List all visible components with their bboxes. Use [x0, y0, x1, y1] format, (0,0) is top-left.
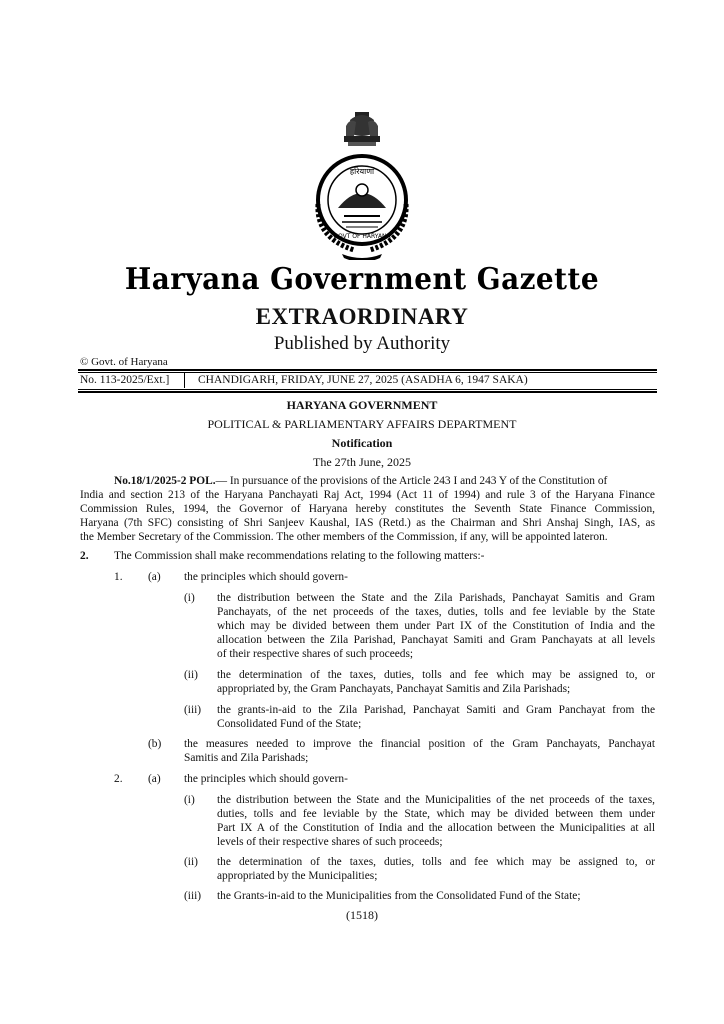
item-2a-iii-label: (iii)	[184, 890, 202, 902]
item-2-number: 2.	[114, 773, 123, 785]
dateline: CHANDIGARH, FRIDAY, JUNE 27, 2025 (ASADHA 6, 1947 SAKA)	[198, 374, 528, 386]
item-1b-line-1: the measures needed to improve the financial position of the Gram Panchayats, Panchayat	[184, 738, 655, 750]
notification-date: The 27th June, 2025	[313, 455, 411, 469]
header-rule-bottom	[78, 391, 657, 393]
department-heading: POLITICAL & PARLIAMENTARY AFFAIRS DEPARTMENT	[207, 417, 517, 431]
item-1a-text: the principles which should govern-	[184, 571, 348, 583]
header-rule-bottom-thin	[78, 389, 657, 390]
item-1a-i-line-2: Panchayats, of the net proceeds of the taxes, duties, tolls and fee leviable by the State	[217, 606, 655, 618]
emblem-text-bottom: GOVT OF HARYANA	[333, 233, 391, 240]
item-1a-i-line-5: of their respective shares of such proceeds;	[217, 648, 414, 660]
item-1a-i-line-3: which may be divided between them under Part IX of the Constitution of India and the	[217, 620, 655, 632]
item-2a-i-line-3: Part IX A of the Constitution of India and the allocation between the Municipalities at all	[217, 822, 655, 834]
page-number: (1518)	[346, 908, 378, 922]
government-heading: HARYANA GOVERNMENT	[286, 398, 438, 412]
haryana-emblem-icon	[300, 108, 424, 260]
intro-line-3: Commission Rules, 1994, the Governor of Haryana hereby constitutes the Seventh State Finance Commission,	[80, 503, 655, 515]
item-1b-label: (b)	[148, 738, 162, 750]
item-1a-iii-line-2: Consolidated Fund of the State;	[217, 718, 362, 730]
item-1a-ii-line-1: the determination of the taxes, duties, tolls and fee which may be assigned to, or	[217, 669, 655, 681]
item-1-number: 1.	[114, 571, 123, 583]
item-1a-i-line-4: allocation between the Zila Parishad, Panchayat Samiti and Gram Panchayats at all levels	[217, 634, 655, 646]
intro-line-5: the Member Secretary of the Commission. The other members of the Commission, if any, will be appointed lateron.	[80, 531, 608, 543]
para-2-text: The Commission shall make recommendations relating to the following matters:-	[114, 550, 485, 562]
item-2a-i-label: (i)	[184, 794, 195, 806]
item-2a-text: the principles which should govern-	[184, 773, 348, 785]
issue-number: No. 113-2025/Ext.]	[80, 374, 170, 386]
item-2a-i-line-1: the distribution between the State and the Municipalities of the net proceeds of the taxes,	[217, 794, 655, 806]
emblem-text-top: हरियाणा	[349, 167, 375, 176]
header-rule-top	[78, 369, 657, 371]
item-2a-ii-label: (ii)	[184, 856, 198, 868]
intro-line-1: No.18/1/2025-2 POL.— In pursuance of the provisions of the Article 243 I and 243 Y of the Constitution of	[114, 475, 608, 487]
gazette-masthead: Haryana Government Gazette	[124, 262, 600, 297]
item-1a-ii-label: (ii)	[184, 669, 198, 681]
item-2a-i-line-2: duties, tolls and fee leviable by the State, which may be divided between them under	[217, 808, 655, 820]
header-rule-top-thin	[78, 372, 657, 373]
item-2a-label: (a)	[148, 773, 161, 785]
published-by-authority: Published by Authority	[273, 333, 451, 354]
item-2a-ii-line-1: the determination of the taxes, duties, tolls and fee which may be assigned to, or	[217, 856, 655, 868]
gazette-subtitle: EXTRAORDINARY	[255, 304, 469, 329]
item-2a-iii-line-1: the Grants-in-aid to the Municipalities from the Consolidated Fund of the State;	[217, 890, 581, 902]
reference-number: No.18/1/2025-2 POL.	[114, 475, 216, 487]
item-1a-i-label: (i)	[184, 592, 195, 604]
item-1a-i-line-1: the distribution between the State and the Zila Parishads, Panchayat Samitis and Gram	[217, 592, 655, 604]
item-2a-ii-line-2: appropriated by the Municipalities;	[217, 870, 378, 882]
item-1a-iii-label: (iii)	[184, 704, 202, 716]
item-1a-iii-line-1: the grants-in-aid to the Zila Parishad, Panchayat Samiti and Gram Panchayat from the	[217, 704, 655, 716]
item-1b-line-2: Samitis and Zila Parishads;	[184, 752, 309, 764]
issue-separator	[184, 373, 185, 388]
para-2-number: 2.	[80, 550, 89, 562]
item-1a-ii-line-2: appropriated by, the Gram Panchayats, Panchayat Samitis and Zila Parishads;	[217, 683, 571, 695]
intro-line-2: India and section 213 of the Haryana Panchayati Raj Act, 1994 (Act 11 of 1994) and rule 3 of the Haryana Finance	[80, 489, 655, 501]
item-1a-label: (a)	[148, 571, 161, 583]
notification-heading: Notification	[331, 436, 393, 450]
copyright-notice: © Govt. of Haryana	[80, 356, 168, 368]
item-2a-i-line-4: levels of their respective shares of such proceeds;	[217, 836, 443, 848]
intro-line-4: Haryana (7th SFC) consisting of Shri Sanjeev Kaushal, IAS (Retd.) as the Chairman and Shri Anshaj Singh, IAS, as	[80, 517, 655, 529]
